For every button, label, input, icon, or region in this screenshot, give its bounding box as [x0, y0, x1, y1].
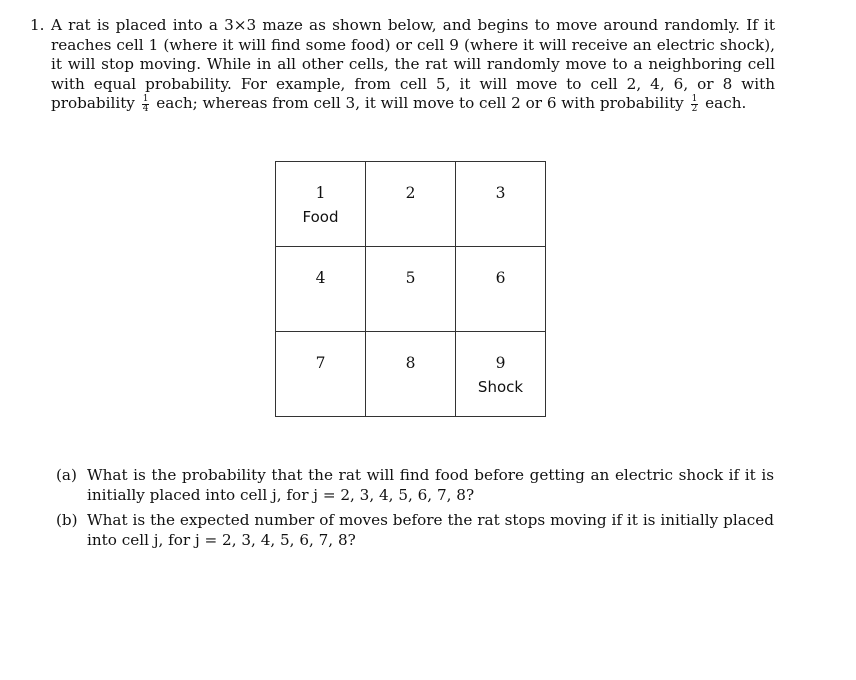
problem-text	[51, 16, 775, 114]
cell-label-shock: Shock	[477, 378, 524, 396]
maze-cell-6	[456, 247, 546, 332]
question-part-b	[56, 511, 774, 550]
fraction-numerator: 1	[142, 93, 149, 104]
part-text: What is the probability that the rat will find food before getting an electric shock if it is initially placed into cell j, for j = 2, 3, 4, 5, 6, 7, 8?	[87, 466, 774, 504]
cell-number: 4	[315, 269, 326, 287]
fraction-numerator: 1	[691, 93, 698, 104]
maze-row	[276, 247, 546, 332]
part-label: (b)	[56, 511, 78, 530]
maze-row	[276, 332, 546, 417]
question-parts	[56, 466, 774, 556]
fraction-denominator: 4	[142, 103, 149, 114]
cell-number: 8	[405, 354, 416, 372]
question-part-a	[56, 466, 774, 505]
fraction-one-half	[691, 95, 699, 114]
fraction-denominator: 2	[691, 103, 698, 114]
problem-text-part-1: A rat is placed into a 3×3 maze as shown below, and begins to move around randomly. If it reaches cell 1 (where it will find some food) or cell 9 (where it will receive an electric shock), it will stop moving. While in all other cells, the rat will randomly move to a neighboring cell with equal probability. For example, from cell 5, it will move to cell 2, 4, 6, or 8 with probability	[51, 16, 775, 113]
cell-number: 1	[315, 184, 326, 202]
cell-label-food: Food	[302, 208, 339, 226]
cell-number: 9	[495, 354, 506, 372]
cell-number: 3	[495, 184, 506, 202]
part-label: (a)	[56, 466, 77, 484]
maze-cell-7	[276, 332, 366, 417]
maze-cell-1	[276, 162, 366, 247]
maze-cell-4	[276, 247, 366, 332]
problem-text-part-3: each.	[705, 94, 747, 113]
maze-cell-9	[456, 332, 546, 417]
cell-number: 5	[405, 269, 416, 287]
problem-text-part-2: each; whereas from cell 3, it will move to cell 2 or 6 with probability	[156, 94, 684, 113]
cell-number: 7	[315, 354, 326, 372]
maze-cell-8	[366, 332, 456, 417]
cell-number: 2	[405, 184, 416, 202]
maze-grid	[275, 161, 546, 417]
maze-row	[276, 162, 546, 247]
problem-row	[30, 16, 775, 114]
maze-cell-3	[456, 162, 546, 247]
problem-number: 1.	[30, 16, 45, 34]
problem-statement	[30, 16, 775, 114]
cell-number: 6	[495, 269, 506, 287]
part-text: What is the expected number of moves before the rat stops moving if it is initially placed into cell j, for j = 2, 3, 4, 5, 6, 7, 8?	[87, 511, 774, 549]
maze-cell-5	[366, 247, 456, 332]
fraction-one-quarter	[142, 95, 150, 114]
maze-cell-2	[366, 162, 456, 247]
